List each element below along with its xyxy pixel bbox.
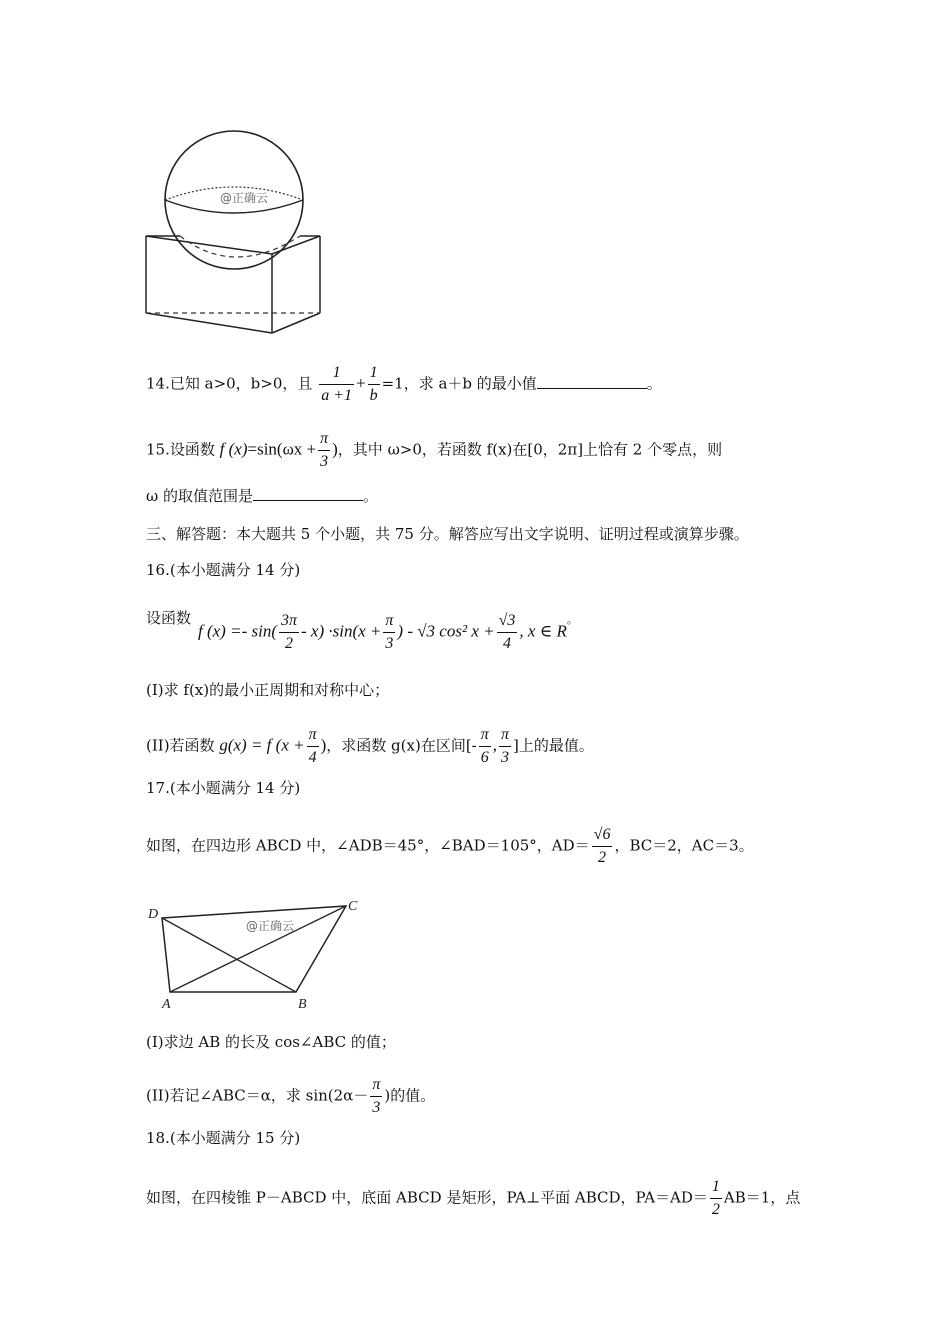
- quadrilateral-figure: [140, 896, 370, 1014]
- q16-fraction-2: $\frac{\pi}{3}$: [385, 612, 394, 652]
- q17-fraction: $\frac{√6}{2}$: [593, 826, 611, 866]
- label-a: A: [162, 997, 171, 1012]
- q15-prefix: 15.设函数: [146, 440, 215, 459]
- label-c: C: [348, 899, 358, 914]
- watermark-text: @正确云: [220, 191, 269, 205]
- q16-interval-lower: $\frac{\pi}{6}$: [480, 726, 489, 766]
- label-d: D: [148, 907, 159, 922]
- q17-text: 如图，在四边形 ABCD 中，∠ADB＝45°，∠BAD＝105°，AD＝ $\frac{√6}{2}$ ，BC＝2，AC＝3。: [146, 824, 754, 869]
- q16-fraction-3: $\frac{√3}{4}$: [498, 612, 516, 652]
- q15-suffix: ，其中 ω>0，若函数 f(x)在[0，2π]上恰有 2 个零点，则: [337, 440, 723, 459]
- section-heading: 三、解答题：本大题共 5 个小题，共 75 分。解答应写出文字说明、证明过程或演算步骤。: [146, 525, 749, 543]
- answer-blank[interactable]: [253, 486, 363, 501]
- q18-title: 18.(本小题满分 15 分): [146, 1129, 301, 1147]
- q16-prefix: 设函数: [146, 609, 192, 627]
- q17-title: 17.(本小题满分 14 分): [146, 779, 301, 797]
- q16-function: f (x) =- sin( $\frac{3\pi}{2}$ - x) ·sin(x + $\frac{\pi}{3}$ ) - √3 cos² x + $\frac{√3}{4}$ , x ∈ R。: [198, 610, 578, 655]
- q16-fraction-1: $\frac{3\pi}{2}$: [280, 612, 297, 652]
- question-15: 15.设函数 f (x)=sin(ωx + $\frac{\pi}{3}$ )，其中 ω>0，若函数 f(x)在[0，2π]上恰有 2 个零点，则: [146, 428, 722, 473]
- question-15-line-2: ω 的取值范围是 。: [146, 487, 379, 505]
- q16-part-1: (I)求 f(x)的最小正周期和对称中心；: [146, 681, 390, 699]
- q16-interval-upper: $\frac{\pi}{3}$: [501, 726, 510, 766]
- q14-prefix: 14.已知 a>0，b>0，且: [146, 374, 313, 393]
- sphere-prism-figure: [140, 128, 330, 338]
- q14-fraction-1: $\frac{1}{a +1}$: [321, 364, 352, 404]
- q18-fraction: $\frac{1}{2}$: [711, 1178, 720, 1218]
- label-b: B: [298, 997, 307, 1012]
- q18-text: 如图，在四棱锥 P－ABCD 中，底面 ABCD 是矩形，PA⊥平面 ABCD，PA＝AD＝ $\frac{1}{2}$ AB＝1，点: [146, 1176, 800, 1221]
- q14-fraction-2: $\frac{1}{b}$: [369, 364, 378, 404]
- question-14: 14.已知 a>0，b>0，且 $\frac{1}{a +1}$ + $\frac{1}{b}$ =1，求 a＋b 的最小值 。: [146, 362, 662, 407]
- q16-part2-fraction: $\frac{\pi}{4}$: [308, 726, 317, 766]
- q16-part-2: (II)若函数 g(x) = f (x + $\frac{\pi}{4}$ )，求函数 g(x)在区间[- $\frac{\pi}{6}$ , $\frac{\pi}{3}$ ]上的最值。: [146, 724, 594, 769]
- q15-fraction: $\frac{\pi}{3}$: [320, 430, 329, 470]
- watermark-text: @正确云: [246, 919, 295, 933]
- q14-suffix: =1，求 a＋b 的最小值: [381, 374, 537, 393]
- q16-title: 16.(本小题满分 14 分): [146, 561, 301, 579]
- q17-part-2: (II)若记∠ABC＝α，求 sin(2α－ $\frac{\pi}{3}$ )的值。: [146, 1074, 435, 1119]
- q17-part2-fraction: $\frac{\pi}{3}$: [372, 1076, 381, 1116]
- answer-blank[interactable]: [537, 374, 647, 389]
- q17-part-1: (I)求边 AB 的长及 cos∠ABC 的值；: [146, 1033, 396, 1051]
